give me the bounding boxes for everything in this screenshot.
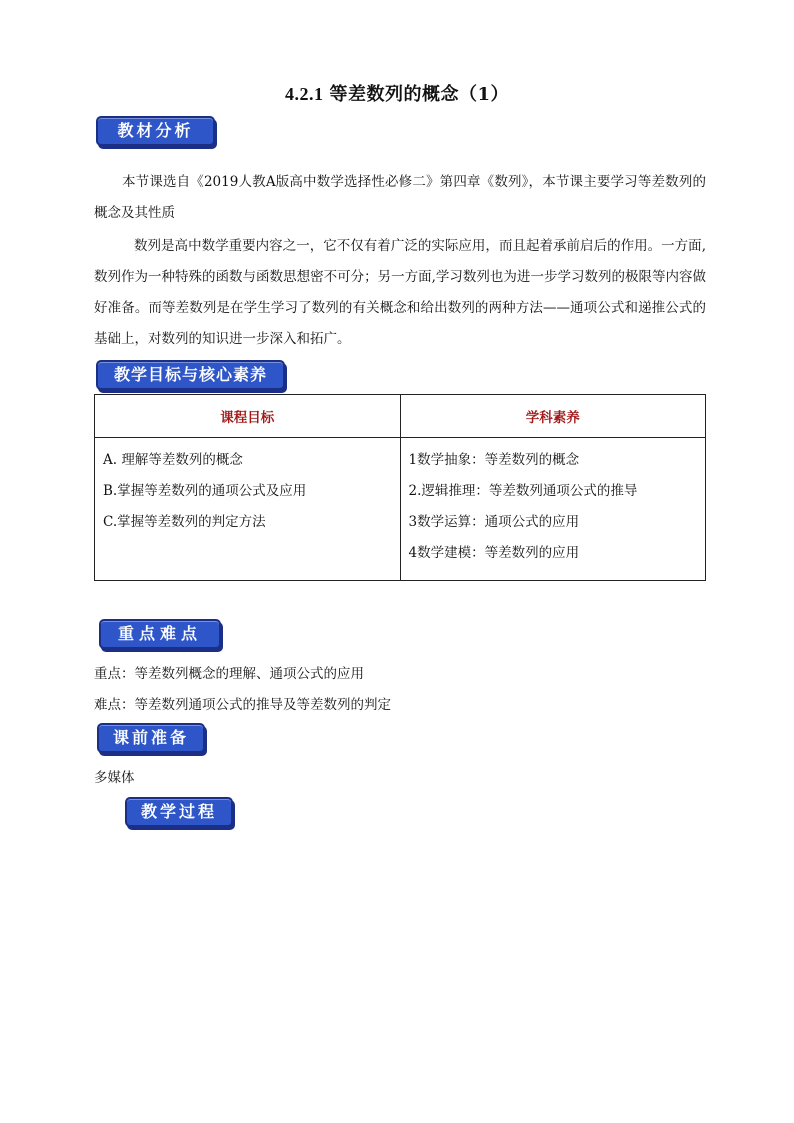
title-number: 4.2.1 [284, 84, 324, 104]
section-badge-objectives: 教学目标与核心素养 [96, 360, 285, 390]
title-text: 等差数列的概念（1） [329, 84, 510, 105]
course-goal-item: B.掌握等差数列的通项公式及应用 [103, 483, 307, 499]
key-point-difficulty: 难点：等差数列通项公式的推导及等差数列的判定 [94, 697, 391, 713]
literacy-item: 2.逻辑推理：等差数列通项公式的推导 [408, 483, 638, 499]
section-badge-preparation: 课前准备 [97, 723, 205, 753]
analysis-paragraph-2: 数列是高中数学重要内容之一，它不仅有着广泛的实际应用，而且起着承前启后的作用。一方面,数列作为一种特殊的函数与函数思想密不可分；另一方面,学习数列也为进一步学习数列的极限等内容做好准备。而等差数列是在学生学习了数列的有关概念和给出数列的两种方法——通项公式和递推公式的基础上，对数列的知识进一步深入和拓广。 [94, 238, 706, 347]
key-point-focus: 重点：等差数列概念的理解、通项公式的应用 [94, 666, 364, 682]
table-header-course-goals: 课程目标 [95, 395, 401, 438]
section-badge-process: 教学过程 [125, 797, 233, 827]
literacy-item: 4数学建模：等差数列的应用 [408, 545, 580, 561]
page-title [0, 80, 794, 106]
course-goal-item: A. 理解等差数列的概念 [103, 452, 243, 468]
course-goal-item: C.掌握等差数列的判定方法 [103, 514, 266, 530]
course-goals-cell [95, 438, 401, 581]
objectives-table [94, 394, 706, 581]
analysis-paragraph-1: 本节课选自《2019人教A版高中数学选择性必修二》第四章《数列》，本节课主要学习等差数列的概念及其性质 [94, 174, 706, 221]
section-badge-textbook-analysis: 教材分析 [96, 116, 215, 146]
literacy-item: 3数学运算：通项公式的应用 [408, 514, 580, 530]
preparation-content: 多媒体 [94, 770, 135, 786]
literacy-cell [400, 438, 706, 581]
section-badge-key-points: 重点难点 [99, 619, 221, 649]
table-header-literacy: 学科素养 [400, 395, 706, 438]
literacy-item: 1数学抽象：等差数列的概念 [408, 452, 580, 468]
